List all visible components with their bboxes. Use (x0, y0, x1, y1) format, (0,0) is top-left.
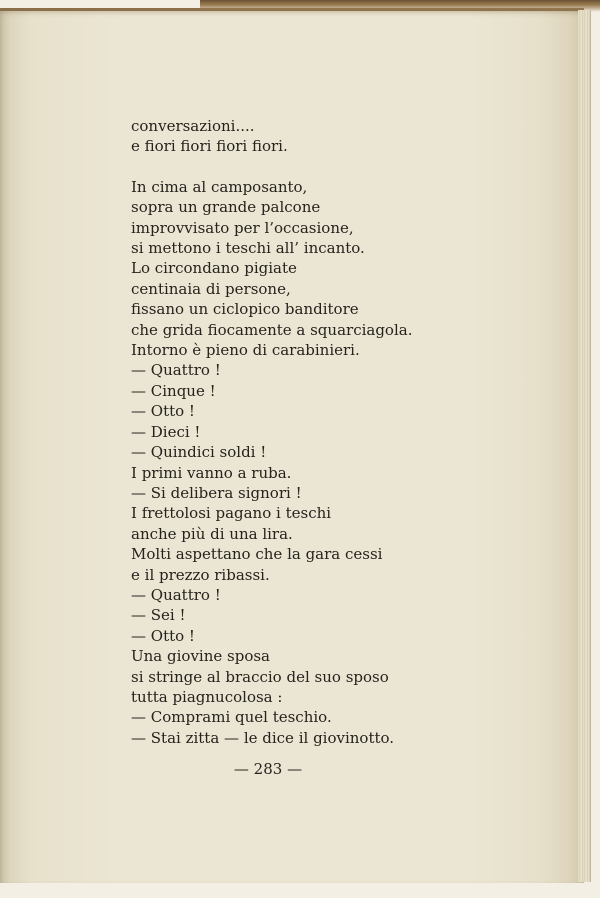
poem-line: sopra un grande palcone (131, 198, 321, 217)
poem-line: — Comprami quel teschio. (131, 708, 332, 727)
page-edge (578, 10, 591, 882)
poem-line: Molti aspettano che la gara cessi (131, 545, 383, 564)
poem-line: improvvisato per l’occasione, (131, 218, 354, 237)
poem-line: si mettono i teschi all’ incanto. (131, 239, 365, 258)
poem-line: centinaia di persone, (131, 279, 291, 298)
poem-line: I primi vanno a ruba. (131, 463, 292, 482)
poem-line: e il prezzo ribassi. (131, 565, 270, 584)
poem-line: — Stai zitta — le dice il giovinotto. (131, 728, 395, 747)
poem-line: tutta piagnucolosa : (131, 687, 283, 706)
page-top-shadow (200, 0, 600, 12)
poem-line: e fiori fiori fiori fiori. (131, 137, 288, 156)
poem-line: — Quindici soldi ! (131, 443, 267, 462)
poem-line: Lo circondano pigiate (131, 259, 297, 278)
poem-line: — Dieci ! (131, 422, 201, 441)
poem-line: — Si delibera signori ! (131, 483, 302, 502)
poem-line: conversazioni.... (131, 117, 255, 135)
poem-line: — Otto ! (131, 402, 195, 421)
poem-line: — Quattro ! (131, 361, 221, 380)
stanza-break (131, 157, 551, 177)
poem-line: si stringe al braccio del suo sposo (131, 667, 389, 686)
poem-line: — Quattro ! (131, 585, 221, 604)
poem-line: che grida fiocamente a squarciagola. (131, 320, 413, 339)
poem-line: Intorno è pieno di carabinieri. (131, 341, 360, 360)
page-number: — 283 — (233, 760, 303, 778)
poem-line: I frettolosi pagano i teschi (131, 504, 332, 523)
poem-line: — Cinque ! (131, 381, 216, 400)
poem-line: — Sei ! (131, 606, 186, 625)
poem-line: fissano un ciclopico banditore (131, 300, 359, 319)
poem-line: In cima al camposanto, (131, 177, 308, 196)
poem-line: anche più di una lira. (131, 524, 293, 543)
poem-text (131, 116, 551, 748)
poem-line: Una giovine sposa (131, 647, 270, 666)
poem-line: — Otto ! (131, 626, 195, 645)
